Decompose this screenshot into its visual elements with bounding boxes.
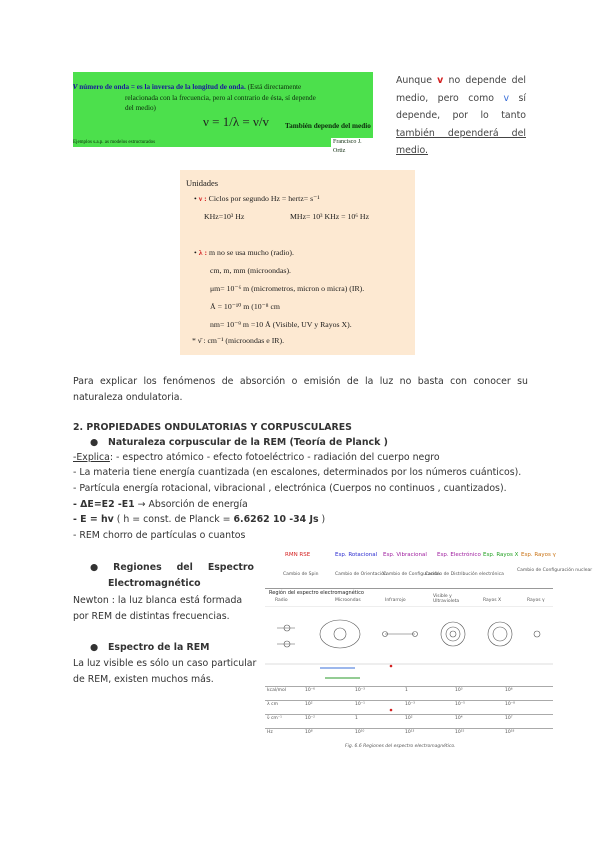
regions-word-1: Regiones (113, 562, 162, 573)
nu-symbol: ν (73, 81, 78, 92)
definition-bold: número de onda = es la inversa de la longitud de onda. (79, 83, 246, 91)
planck-line (73, 512, 325, 528)
row4-rule (265, 728, 553, 729)
bullet-dot: ● (90, 562, 99, 573)
delta-e-formula: - ΔE=E2 -E1 (73, 499, 135, 510)
row3-label: ν̄ cm⁻¹ (267, 716, 282, 721)
row3-rule (265, 714, 553, 715)
bullet-spectrum-text: Espectro de la REM (107, 642, 210, 653)
header-electronic-sub: Cambio de Distribución electrónica (425, 572, 504, 577)
row1-label: kcal/mol (267, 688, 286, 693)
nanometer-line: nm= 10⁻⁹ m =10 Å (Visible, UV y Rayos X). (210, 320, 352, 329)
velocity-symbol-2: v (503, 92, 510, 104)
row1-rule (265, 686, 553, 687)
medium-note: También depende del medio (285, 122, 371, 130)
header-rotational-sub: Cambio de Orientación (335, 572, 387, 577)
row2-v1: 10² (305, 702, 313, 707)
quanta-line: - REM chorro de partículas o cuantos (73, 530, 246, 541)
units-box (180, 170, 415, 355)
explica-text: : - espectro atómico - efecto fotoeléctrico - radiación del cuerpo negro (109, 452, 440, 463)
planck-constant: 6.6262 10 -34 Js (233, 514, 319, 525)
khz-line: KHz=10³ Hz (204, 212, 245, 221)
row3-v4: 10⁴ (455, 716, 463, 721)
nu-label: ν : (198, 194, 207, 203)
planck-end: ) (318, 514, 326, 525)
velocity-symbol: v (437, 75, 444, 86)
note-text-3: sí depende, por lo tanto (396, 92, 527, 121)
row4-v3: 10¹³ (405, 730, 415, 735)
row1-v3: 1 (405, 688, 408, 693)
visible-light-paragraph: La luz visible es sólo un caso particular de REM, existen muchos más. (73, 658, 257, 685)
header-rmn-sub: Cambio de Spin (283, 572, 319, 577)
delta-e-line (73, 497, 248, 513)
bullet-regions (90, 560, 254, 591)
top-rule (265, 588, 553, 589)
row4-v4: 10¹⁵ (455, 730, 465, 735)
regions-word-2: del (176, 562, 193, 573)
planck-text: ( h = const. de Planck = (113, 514, 234, 525)
nu-units-line: • ν : Ciclos por segundo Hz = hertz= s⁻¹ (194, 194, 320, 203)
definition-rest: (Está directamente (245, 83, 302, 91)
angstrom-line: Å = 10⁻¹⁰ m (10⁻⁸ cm (210, 302, 280, 311)
region-microwave: Microondas (335, 598, 361, 603)
header-xray: Esp. Rayos X (483, 552, 519, 558)
particle-energy-line: - Partícula energía rotacional, vibracional , electrónica (Cuerpos no continuos , cuantizados). (73, 483, 507, 494)
row2-v2: 10⁻¹ (355, 702, 365, 707)
row2-v3: 10⁻³ (405, 702, 415, 707)
regions-word-3: Espectro (207, 562, 254, 573)
cm-mm-line: cm, m, mm (microondas). (210, 266, 291, 275)
newton-paragraph: Newton : la luz blanca está formada por REM de distintas frecuencias. (73, 595, 243, 622)
diagram-caption: Fig. 6.6 Regiones del espectro electromagnético. (345, 744, 456, 749)
region-title: Región del espectro electromagnético (269, 590, 364, 596)
bullet-spectrum: ● Espectro de la REM (90, 642, 210, 653)
micrometer-line: μm= 10⁻⁶ m (micrometros, micron o micra) (IR). (210, 284, 365, 293)
header-vibrational: Esp. Vibracional (383, 552, 427, 558)
region-radio: Radio (275, 598, 288, 603)
row1-v4: 10³ (455, 688, 463, 693)
row3-v3: 10² (405, 716, 413, 721)
note-text-1: Aunque (396, 75, 432, 86)
note-text-underlined: también dependerá del medio. (396, 127, 526, 156)
wavenumber-units-line: * ν̄ : cm⁻¹ (microondas e IR). (192, 336, 285, 345)
lambda-units-line: • λ : m no se usa mucho (radio). (194, 248, 294, 257)
regions-word-4: Electromagnético (108, 577, 201, 589)
row2-v4: 10⁻⁵ (455, 702, 465, 707)
row4-v5: 10¹⁸ (505, 730, 515, 735)
row2-label: λ cm (267, 702, 278, 707)
section-heading: 2. PROPIEDADES ONDULATORIAS Y CORPUSCULARES (73, 422, 352, 433)
spectrum-diagram (265, 548, 593, 753)
bullet-planck: ● Naturaleza corpuscular de la REM (Teoría de Planck ) (90, 437, 388, 448)
header-rotational: Esp. Rotacional (335, 552, 378, 558)
region-gamma: Rayos γ (527, 598, 545, 603)
note-text-2: no depende del medio, pero como (396, 75, 526, 104)
bullet-planck-text: Naturaleza corpuscular de la REM (Teoría de Planck ) (107, 437, 388, 448)
row4-v1: 10⁸ (305, 730, 313, 735)
nu-text: Ciclos por segundo Hz = hertz= s⁻¹ (208, 194, 320, 203)
explica-label: -Explica (73, 452, 110, 463)
definition-line-2: relacionada con la frecuencia, pero al contrario de ésta, sí depende (125, 94, 316, 102)
footer-author: Francisco J. Ortiz (331, 138, 373, 156)
planck-formula: - E = hv (73, 514, 114, 525)
region-infrared: Infrarrojo (385, 598, 406, 603)
header-gamma: Esp. Rayos γ (521, 552, 556, 558)
lambda-label: λ : (198, 248, 208, 257)
header-electronic: Esp. Electrónico (437, 552, 481, 558)
wavenumber-formula (203, 114, 269, 130)
row3-v2: 1 (355, 716, 358, 721)
definition-line-1 (73, 82, 373, 92)
definition-line-3: del medio) (125, 104, 156, 112)
lambda-text: m no se usa mucho (radio). (209, 248, 294, 257)
header-vibrational-sub: Cambio de Configuración (383, 572, 440, 577)
region-visible-uv: Visible y Ultravioleta (433, 594, 460, 604)
units-title: Unidades (186, 178, 219, 188)
footer-left: Ejemplos s.a.p. as modelos estructurados (73, 140, 156, 145)
intro-paragraph: Para explicar los fenómenos de absorción o emisión de la luz no basta con conocer su naturaleza ondulatoria. (73, 376, 528, 403)
delta-e-text: → Absorción de energía (134, 499, 248, 510)
row4-label: Hz (267, 730, 273, 735)
row1-v2: 10⁻³ (355, 688, 365, 693)
row4-v2: 10¹⁰ (355, 730, 365, 735)
formula-text: ν = 1/λ = ν/v (203, 114, 269, 129)
header-gamma-sub: Cambio de Configuración nuclear (517, 568, 593, 573)
row1-v1: 10⁻⁶ (305, 688, 315, 693)
row3-v1: 10⁻² (305, 716, 315, 721)
row3-v5: 10⁷ (505, 716, 513, 721)
medium-dependence-note (396, 72, 526, 160)
quantized-energy-line: - La materia tiene energía cuantizada (en escalones, determinados por los números cuánticos). (73, 467, 522, 478)
row2-rule (265, 700, 553, 701)
row2-v5: 10⁻⁸ (505, 702, 515, 707)
region-xray: Rayos X (483, 598, 502, 603)
mhz-line: MHz= 10³ KHz = 10⁶ Hz (290, 212, 370, 221)
header-rmn: RMN RSE (285, 552, 311, 558)
explica-line (73, 450, 440, 466)
row1-v5: 10⁶ (505, 688, 513, 693)
wavenumber-definition-box (73, 72, 373, 154)
